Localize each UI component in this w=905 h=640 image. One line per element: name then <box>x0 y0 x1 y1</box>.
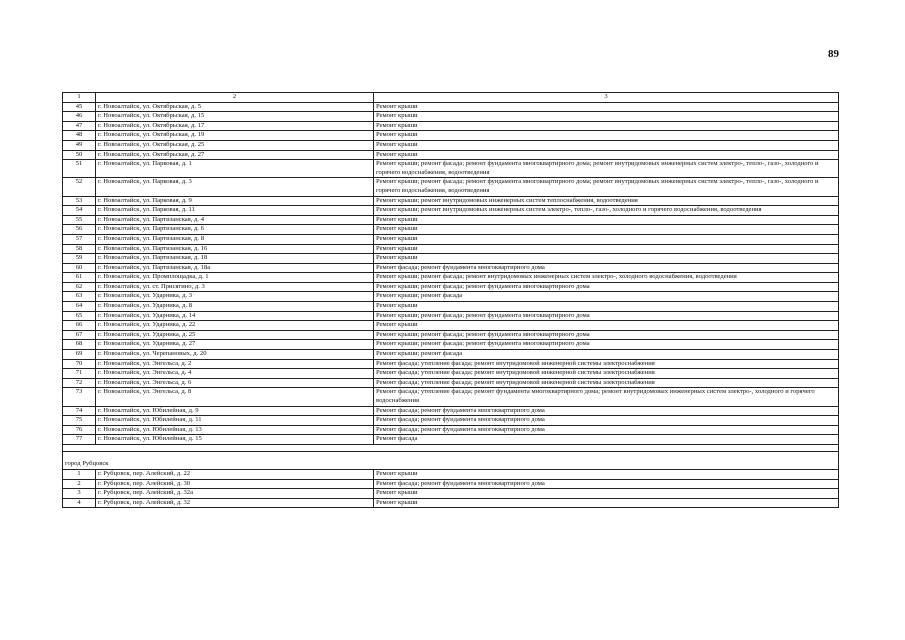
row-works: Ремонт крыши; ремонт фасада; ремонт фундамента многоквартирного дома <box>374 311 839 321</box>
row-address: г. Новоалтайск, ул. Парковая, д. 11 <box>96 206 374 216</box>
row-address: г. Новоалтайск, ул. Партизанская, д. 18а <box>96 263 374 273</box>
table-row <box>63 263 839 273</box>
row-address: г. Новоалтайск, ул. Юбилейная, д. 11 <box>96 416 374 426</box>
table-row <box>63 112 839 122</box>
row-works: Ремонт крыши; ремонт внутридомовых инженерных систем теплоснабжения, водоотведения <box>374 196 839 206</box>
row-number: 64 <box>63 302 96 312</box>
row-works: Ремонт крыши <box>374 215 839 225</box>
row-number: 57 <box>63 234 96 244</box>
row-address: г. Новоалтайск, ул. Октябрьская, д. 5 <box>96 102 374 112</box>
city-heading-row <box>63 451 839 469</box>
row-address: г. Новоалтайск, ул. Парковая, д. 9 <box>96 196 374 206</box>
row-number: 62 <box>63 282 96 292</box>
table-row <box>63 378 839 388</box>
table-row <box>63 388 839 406</box>
table-row <box>63 489 839 499</box>
row-works: Ремонт крыши <box>374 498 839 508</box>
header-col-number: 1 <box>63 93 96 103</box>
row-number: 3 <box>63 489 96 499</box>
row-address: г. Новоалтайск, ул. Ударника, д. 22 <box>96 321 374 331</box>
table-row <box>63 178 839 196</box>
city-heading: город Рубцовск <box>63 451 839 469</box>
table-row <box>63 254 839 264</box>
table-row <box>63 311 839 321</box>
row-address: г. Новоалтайск, ул. Партизанская, д. 8 <box>96 234 374 244</box>
row-address: г. Новоалтайск, ул. Октябрьская, д. 27 <box>96 150 374 160</box>
row-works: Ремонт фасада; ремонт фундамента многоквартирного дома <box>374 416 839 426</box>
row-works: Ремонт крыши; ремонт фасада <box>374 350 839 360</box>
row-number: 69 <box>63 350 96 360</box>
row-number: 58 <box>63 244 96 254</box>
table-row <box>63 273 839 283</box>
row-address: г. Новоалтайск, ул. Ударника, д. 25 <box>96 330 374 340</box>
row-works: Ремонт крыши; ремонт фасада; ремонт внутридомовых инженерных систем электро-, холодного водоснабжения, водоотведения <box>374 273 839 283</box>
row-address: г. Новоалтайск, ул. Энгельса, д. 8 <box>96 388 374 406</box>
row-address: г. Новоалтайск, ул. Энгельса, д. 6 <box>96 378 374 388</box>
row-number: 70 <box>63 359 96 369</box>
table-row <box>63 244 839 254</box>
page-number: 89 <box>828 48 839 60</box>
table-row <box>63 150 839 160</box>
row-number: 53 <box>63 196 96 206</box>
table-row <box>63 292 839 302</box>
table-row <box>63 406 839 416</box>
row-address: г. Новоалтайск, ул. Октябрьская, д. 15 <box>96 112 374 122</box>
row-works: Ремонт крыши; ремонт фасада; ремонт фундамента многоквартирного дома <box>374 282 839 292</box>
row-works: Ремонт крыши; ремонт фасада; ремонт фундамента многоквартирного дома <box>374 340 839 350</box>
row-works: Ремонт крыши; ремонт внутридомовых инженерных систем электро-, тепло-, газо-, холодного и горячего водоснабжения, водоотведения <box>374 206 839 216</box>
row-works: Ремонт фасада <box>374 435 839 445</box>
row-works: Ремонт фасада; ремонт фундамента многоквартирного дома <box>374 263 839 273</box>
row-works: Ремонт крыши <box>374 234 839 244</box>
row-works: Ремонт крыши <box>374 102 839 112</box>
row-number: 76 <box>63 425 96 435</box>
table-row <box>63 121 839 131</box>
row-works: Ремонт фасада; утепление фасада; ремонт внутридомовой инженерной системы электроснабжения <box>374 359 839 369</box>
row-address: г. Новоалтайск, ул. Юбилейная, д. 9 <box>96 406 374 416</box>
table-row <box>63 321 839 331</box>
row-number: 75 <box>63 416 96 426</box>
table-row <box>63 479 839 489</box>
row-number: 54 <box>63 206 96 216</box>
table-row <box>63 425 839 435</box>
row-address: г. Новоалтайск, ул. Партизанская, д. 18 <box>96 254 374 264</box>
table-row <box>63 160 839 178</box>
row-address: г. Новоалтайск, ул. Ударника, д. 14 <box>96 311 374 321</box>
row-address: г. Новоалтайск, ул. Ударника, д. 3 <box>96 292 374 302</box>
row-works: Ремонт крыши <box>374 131 839 141</box>
row-address: г. Новоалтайск, ул. Энгельса, д. 4 <box>96 369 374 379</box>
row-works: Ремонт фасада; утепление фасада; ремонт внутридомовой инженерной системы электроснабжения <box>374 378 839 388</box>
row-number: 1 <box>63 469 96 479</box>
spacer-cell <box>63 444 839 451</box>
row-number: 68 <box>63 340 96 350</box>
row-number: 52 <box>63 178 96 196</box>
row-number: 61 <box>63 273 96 283</box>
row-address: г. Новоалтайск, ул. Юбилейная, д. 13 <box>96 425 374 435</box>
row-address: г. Новоалтайск, ул. Партизанская, д. 16 <box>96 244 374 254</box>
table-row <box>63 282 839 292</box>
row-works: Ремонт фасада; ремонт фундамента многоквартирного дома <box>374 479 839 489</box>
row-address: г. Рубцовск, пер. Алейский, д. 30 <box>96 479 374 489</box>
table-row <box>63 498 839 508</box>
row-number: 55 <box>63 215 96 225</box>
row-number: 67 <box>63 330 96 340</box>
row-address: г. Новоалтайск, ул. ст. Присягино, д. 3 <box>96 282 374 292</box>
row-number: 72 <box>63 378 96 388</box>
row-number: 45 <box>63 102 96 112</box>
table-row <box>63 359 839 369</box>
table-header-row <box>63 93 839 103</box>
header-col-works: 3 <box>374 93 839 103</box>
row-address: г. Новоалтайск, ул. Партизанская, д. 6 <box>96 225 374 235</box>
row-number: 74 <box>63 406 96 416</box>
row-number: 60 <box>63 263 96 273</box>
row-number: 56 <box>63 225 96 235</box>
row-address: г. Новоалтайск, ул. Промплощадка, д. 1 <box>96 273 374 283</box>
row-works: Ремонт крыши <box>374 469 839 479</box>
row-works: Ремонт крыши <box>374 244 839 254</box>
row-number: 66 <box>63 321 96 331</box>
row-address: г. Новоалтайск, ул. Энгельса, д. 2 <box>96 359 374 369</box>
row-address: г. Новоалтайск, ул. Октябрьская, д. 25 <box>96 140 374 150</box>
row-number: 65 <box>63 311 96 321</box>
table-row <box>63 196 839 206</box>
table-row <box>63 469 839 479</box>
row-works: Ремонт фасада; ремонт фундамента многоквартирного дома <box>374 406 839 416</box>
table-row <box>63 350 839 360</box>
row-address: г. Новоалтайск, ул. Парковая, д. 1 <box>96 160 374 178</box>
table-row <box>63 206 839 216</box>
row-works: Ремонт крыши <box>374 254 839 264</box>
table-row <box>63 225 839 235</box>
row-works: Ремонт фасада; утепление фасада; ремонт внутридомовой инженерной системы электроснабжения <box>374 369 839 379</box>
table-row <box>63 330 839 340</box>
row-address: г. Рубцовск, пер. Алейский, д. 32а <box>96 489 374 499</box>
row-address: г. Новоалтайск, ул. Партизанская, д. 4 <box>96 215 374 225</box>
row-number: 48 <box>63 131 96 141</box>
row-works: Ремонт крыши <box>374 489 839 499</box>
row-address: г. Новоалтайск, ул. Октябрьская, д. 19 <box>96 131 374 141</box>
row-number: 2 <box>63 479 96 489</box>
repair-table <box>62 92 839 508</box>
table-row <box>63 435 839 445</box>
table-row <box>63 131 839 141</box>
table-row <box>63 234 839 244</box>
row-works: Ремонт крыши <box>374 112 839 122</box>
row-address: г. Новоалтайск, ул. Октябрьская, д. 17 <box>96 121 374 131</box>
row-works: Ремонт крыши <box>374 302 839 312</box>
row-works: Ремонт крыши <box>374 150 839 160</box>
row-address: г. Новоалтайск, ул. Юбилейная, д. 15 <box>96 435 374 445</box>
table-row <box>63 140 839 150</box>
row-address: г. Новоалтайск, ул. Парковая, д. 3 <box>96 178 374 196</box>
row-number: 73 <box>63 388 96 406</box>
row-address: г. Новоалтайск, ул. Ударника, д. 27 <box>96 340 374 350</box>
row-number: 4 <box>63 498 96 508</box>
row-number: 46 <box>63 112 96 122</box>
table-row <box>63 416 839 426</box>
section-spacer <box>63 444 839 451</box>
row-address: г. Рубцовск, пер. Алейский, д. 22 <box>96 469 374 479</box>
table-row <box>63 302 839 312</box>
header-col-address: 2 <box>96 93 374 103</box>
row-number: 71 <box>63 369 96 379</box>
row-works: Ремонт крыши; ремонт фасада; ремонт фундамента многоквартирного дома; ремонт внутридомовых инженерных систем электро-, тепло-, газо-, холодного и горячего водоснабжения, водоотведения <box>374 160 839 178</box>
row-works: Ремонт крыши; ремонт фасада; ремонт фундамента многоквартирного дома; ремонт внутридомовых инженерных систем электро-, тепло-, газо-, холодного и горячего водоснабжения, водоотведения <box>374 178 839 196</box>
row-works: Ремонт фасада; ремонт фундамента многоквартирного дома <box>374 425 839 435</box>
row-number: 77 <box>63 435 96 445</box>
row-address: г. Новоалтайск, ул. Ударника, д. 8 <box>96 302 374 312</box>
row-address: г. Рубцовск, пер. Алейский, д. 32 <box>96 498 374 508</box>
table-row <box>63 215 839 225</box>
row-number: 63 <box>63 292 96 302</box>
row-works: Ремонт фасада; утепление фасада; ремонт фундамента многоквартирного дома; ремонт внутридомовых инженерных систем электро-, холодного и горячего водоснабжения <box>374 388 839 406</box>
row-number: 50 <box>63 150 96 160</box>
row-works: Ремонт крыши <box>374 140 839 150</box>
row-works: Ремонт крыши <box>374 225 839 235</box>
table-row <box>63 102 839 112</box>
row-address: г. Новоалтайск, ул. Черепановых, д. 20 <box>96 350 374 360</box>
row-works: Ремонт крыши <box>374 121 839 131</box>
row-number: 59 <box>63 254 96 264</box>
table-row <box>63 340 839 350</box>
table-row <box>63 369 839 379</box>
row-works: Ремонт крыши; ремонт фасада; ремонт фундамента многоквартирного дома <box>374 330 839 340</box>
row-number: 51 <box>63 160 96 178</box>
row-number: 47 <box>63 121 96 131</box>
row-works: Ремонт крыши <box>374 321 839 331</box>
row-number: 49 <box>63 140 96 150</box>
row-works: Ремонт крыши; ремонт фасада <box>374 292 839 302</box>
